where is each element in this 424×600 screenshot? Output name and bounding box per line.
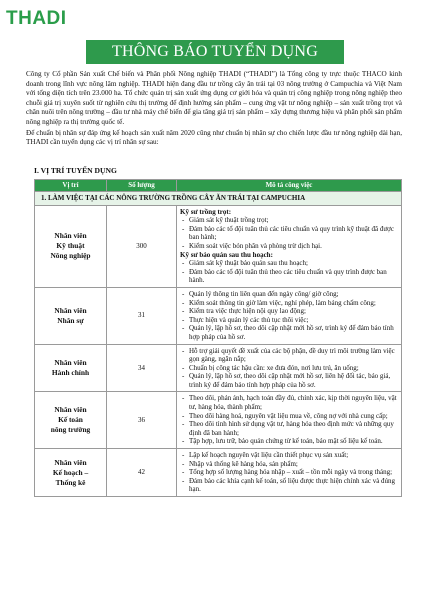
quantity-cell: 31 [107,287,177,344]
description-cell [177,344,402,392]
position-cell [35,449,107,497]
intro-paragraph: Để chuẩn bị nhân sự đáp ứng kế hoạch sản xuất năm 2020 cũng như chuẩn bị nhân sự cho chiến lược đầu tư nông nghiệp dài hạn, THADI cần tuyển dụng các vị trí nhân sự sau: [26,128,402,147]
quantity-cell: 34 [107,344,177,392]
duty-item: - Giám sát kỹ thuật bảo quản sau thu hoạch; [180,259,398,268]
duty-item: - Theo dõi tình hình sử dụng vật tư, hàng hóa theo định mức và những quy định đã ban hành; [180,420,398,437]
duty-item: - Tổng hợp số lượng hàng hóa nhập – xuất – tồn mỗi ngày và trong tháng; [180,468,398,477]
duty-item: - Kiểm soát việc bón phân và phòng trừ dịch hại. [180,242,398,251]
table-header-row [35,180,402,192]
position-cell [35,205,107,287]
duty-list [180,394,398,446]
position-cell [35,344,107,392]
position-line: Nhân viên [54,457,87,467]
duty-item: - Đảm bảo các tổ đội tuân thủ theo các tiêu chuẩn và quy trình được ban hành. [180,268,398,285]
position-line: Kế hoạch – [52,467,89,477]
duty-item: - Đảm bảo các khía cạnh kế toán, số liệu được thực hiện chính xác và đúng hạn. [180,477,398,494]
position-line: Nông nghiệp [50,251,91,261]
duty-item: - Hỗ trợ giải quyết đề xuất của các bộ phận, đề duy trì môi trường làm việc gọn gàng, ngăn nắp; [180,347,398,364]
duty-list [180,451,398,494]
description-cell [177,205,402,287]
table-row [35,205,402,287]
band-label: 1. LÀM VIỆC TẠI CÁC NÔNG TRƯỜNG TRỒNG CÂY ĂN TRÁI TẠI CAMPUCHIA [35,192,402,206]
description-cell [177,287,402,344]
position-line: Nhân viên [54,405,87,415]
header-quantity: Số lượng [107,180,177,192]
description-subheading: Kỹ sư bảo quản sau thu hoạch: [180,250,273,259]
duty-item: - Quản lý thông tin liên quan đến ngày công/ giờ công; [180,290,398,299]
position-line: nông trường [50,425,91,435]
quantity-cell: 36 [107,392,177,449]
duty-item: - Theo dõi, phản ánh, hạch toán đầy đủ, chính xác, kịp thời nguyên liệu, vật tư, hàng hóa, thành phẩm; [180,394,398,411]
duty-list [180,347,398,390]
duty-item: - Thực hiện và quản lý các thủ tục thôi việc; [180,316,398,325]
duty-item: - Giám sát kỹ thuật trồng trọt; [180,216,398,225]
intro-text [26,70,402,149]
position-cell [35,392,107,449]
position-line: Nhân viên [54,357,87,367]
table-section-band [35,192,402,206]
header-description: Mô tả công việc [177,180,402,192]
position-line: Thống kê [55,477,86,487]
position-line: Kế toán [58,415,83,425]
position-line: Kỹ thuật [56,241,85,251]
duty-item: - Kiểm soát thông tin giờ làm việc, nghỉ phép, làm bảng chấm công; [180,299,398,308]
header-position: Vị trí [35,180,107,192]
description-subheading: Kỹ sư trồng trọt: [180,207,232,216]
duty-list [180,216,398,250]
duty-item: - Chuẩn bị công tác hậu cần: xe đưa đón, nơi lưu trú, ăn uống; [180,364,398,373]
quantity-cell: 42 [107,449,177,497]
duty-item: - Nhập và thống kê hàng hóa, sản phẩm; [180,460,398,469]
table-row [35,287,402,344]
duty-item: - Kiểm tra việc thực hiện nội quy lao động; [180,307,398,316]
position-line: Nhân sự [57,315,84,325]
position-cell [35,287,107,344]
intro-paragraph: Công ty Cổ phần Sản xuất Chế biến và Phân phối Nông nghiệp THADI (“THADI”) là Tổng công ty trực thuộc THACO kinh doanh trong lĩnh vực nông lâm nghiệp. THADI hiện đang đầu tư trồng cây ăn trái tại 03 nông trường ở Campuchia và Việt Nam với tổng diện tích trên 23.000 ha. Tổ chức quản trị sản xuất ứng dụng cơ giới hóa và quản trị công nghiệp trong nông nghiệp theo chuỗi giá trị xuyên suốt từ nghiên cứu thị trường để định hướng sản phẩm – cung ứng vật tư nông nghiệp – sản xuất trồng trọt và chăn nuôi trên nông trường – đầu tư nhà máy chế biến để gia tăng giá trị sản phẩm – xây dựng thương hiệu và phân phối sản phẩm nông nghiệp ra thị trường quốc tế. [26,70,402,126]
position-line: Nhân viên [54,305,87,315]
duty-item: - Quản lý, lập hồ sơ, theo dõi cập nhật mới hồ sơ, liên hệ đối tác, báo giá, trình ký để đảm bảo tính hợp pháp của hồ sơ. [180,372,398,389]
description-cell [177,449,402,497]
table-row [35,449,402,497]
table-row [35,344,402,392]
table-row [35,392,402,449]
description-cell [177,392,402,449]
duty-list [180,290,398,342]
duty-item: - Quản lý, lập hồ sơ, theo dõi cập nhật mới hồ sơ, trình ký để đảm bảo tính hợp pháp của hồ sơ. [180,324,398,341]
position-line: Nhân viên [54,231,87,241]
duty-item: - Đảm bảo các tổ đội tuân thủ các tiêu chuẩn và quy trình kỹ thuật đã được ban hành; [180,225,398,242]
duty-item: - Theo dõi hàng hoá, nguyên vật liệu mua về, công nợ với nhà cung cấp; [180,412,398,421]
job-table [34,179,402,497]
duty-list [180,259,398,285]
page-title: THÔNG BÁO TUYỂN DỤNG [86,40,344,64]
duty-item: - Tập hợp, lưu trữ, bảo quản chứng từ kế toán, báo mật số liệu kế toán. [180,437,398,446]
thadi-logo: THADI [6,8,67,29]
section-heading: I. VỊ TRÍ TUYỂN DỤNG [34,166,117,175]
duty-item: - Lập kế hoạch nguyên vật liệu cần thiết phục vụ sản xuất; [180,451,398,460]
position-line: Hành chính [51,367,90,377]
quantity-cell: 300 [107,205,177,287]
